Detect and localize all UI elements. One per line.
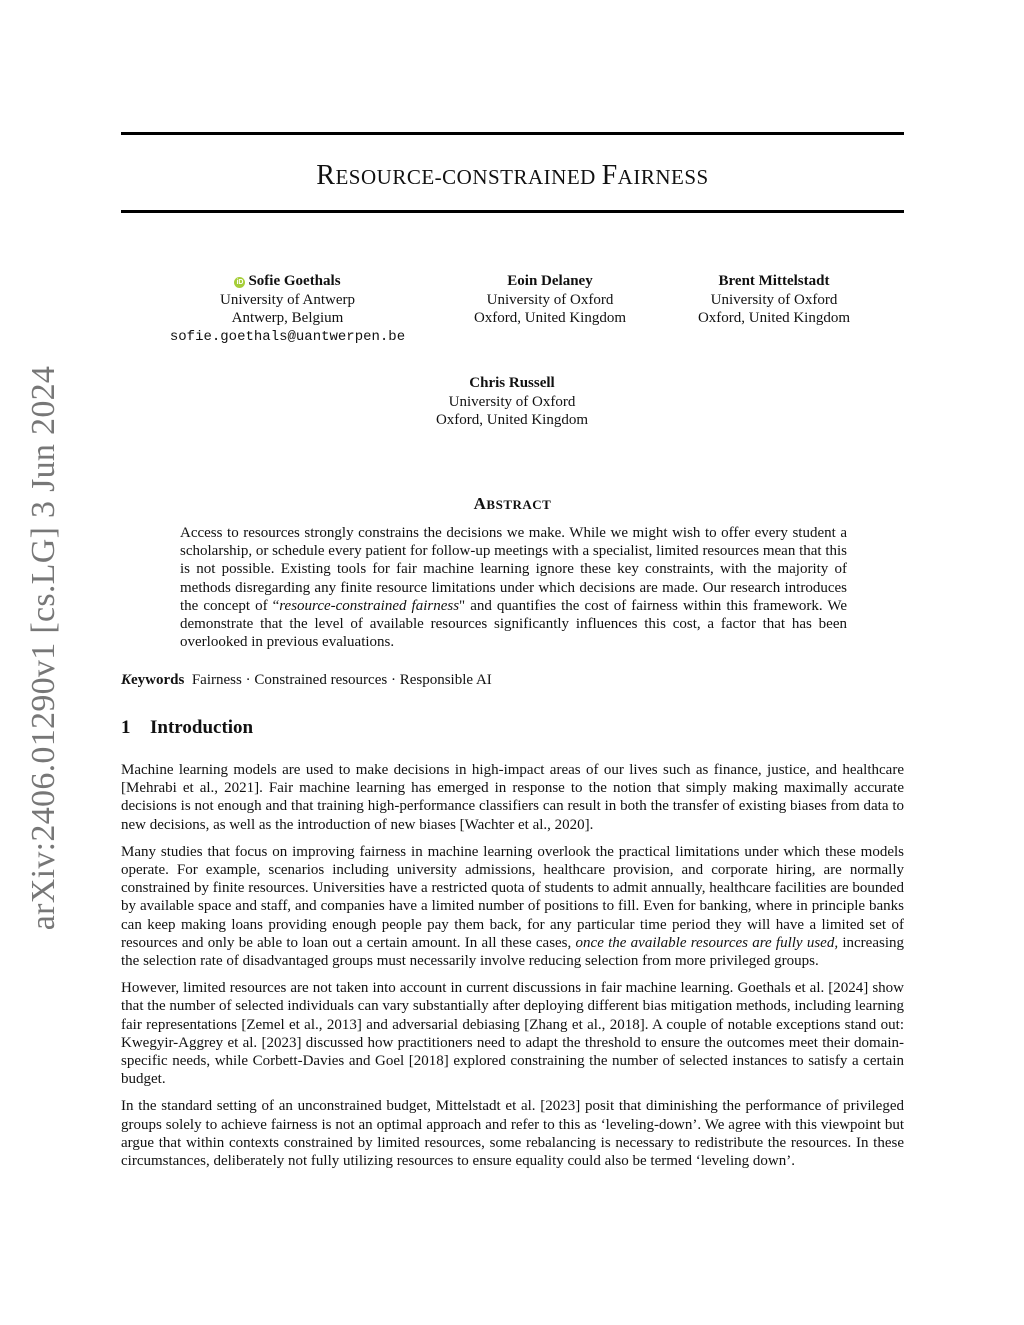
title-rule-bottom <box>121 210 904 213</box>
author-name: Eoin Delaney <box>507 273 593 289</box>
author-location: Oxford, United Kingdom <box>473 310 627 326</box>
author-block <box>664 272 884 328</box>
keywords-line <box>121 672 904 689</box>
section-heading-introduction: 1 Introduction <box>121 717 254 738</box>
keywords-label: Keywords <box>121 672 185 688</box>
author-block <box>440 272 660 328</box>
author-block <box>150 272 425 346</box>
abstract-heading: ABSTRACT <box>473 494 552 513</box>
introduction-body <box>121 761 904 1179</box>
author-affiliation: University of Antwerp <box>220 291 355 308</box>
paragraph: Machine learning models are used to make decisions in high-impact areas of our lives such as finance, justice, and healthcare [Mehrabi et al., 2021]. Fair machine learning has emerged in response to the notion that simply making maximally accurate decisions is not enough and that training high-performance classifiers can result in both the transfer of existing biases from data to new decisions, as well as the introduction of new biases [Wachter et al., 2020]. <box>121 762 904 833</box>
author-affiliation: University of Oxford <box>448 393 576 410</box>
author-name: Chris Russell <box>469 375 555 391</box>
paragraph: In the standard setting of an unconstrained budget, Mittelstadt et al. [2023] posit that diminishing the performance of privileged groups solely to achieve fairness is not an optimal approach and refer to this as ‘leveling-down’. We agree with this viewpoint but argue that within contexts constrained by limited resources, some rebalancing is necessary to redistribute the resources. In these circumstances, deliberately not fully utilizing resources to ensure equality could also be termed ‘leveling down’. <box>121 1098 904 1170</box>
paper-title: RESOURCE-CONSTRAINED FAIRNESS <box>316 160 709 191</box>
abstract-text: Access to resources strongly constrains the decisions we make. While we might wish to offer every student a scholarship, or schedule every patient for follow-up meetings with a specialist, limited resources mean that this is not possible. Existing tools for fair machine learning ignore these key constraints, with the majority of methods disregarding any finite resource limitations under which decisions are made. Our research introduces the concept of “resource-constrained fairness" and quantifies the cost of fairness within this framework. We demonstrate that the level of available resources significantly influences this cost, a factor that has been overlooked in previous evaluations. <box>180 525 847 651</box>
author-location: Oxford, United Kingdom <box>697 310 851 326</box>
author-name: iD Sofie Goethals <box>236 273 341 289</box>
author-affiliation: University of Oxford <box>710 291 838 308</box>
keywords-values: Fairness · Constrained resources · Responsible AI <box>191 672 492 688</box>
author-email[interactable]: sofie.goethals@uantwerpen.be <box>169 328 406 345</box>
title-rule-top <box>121 132 904 135</box>
arxiv-stamp: arXiv:2406.01290v1 [cs.LG] 3 Jun 2024 <box>25 365 62 931</box>
author-location: Antwerp, Belgium <box>231 310 344 326</box>
orcid-icon[interactable]: iD <box>236 279 244 286</box>
author-affiliation: University of Oxford <box>486 291 614 308</box>
paragraph: Many studies that focus on improving fairness in machine learning overlook the practical limitations under which these models operate. For example, scenarios including university admissions, healthcare provision, and corporate hiring, are normally constrained by finite resources. Universities have a restricted quota of students to admit annually, healthcare facilities are bounded by available space and staff, and companies have a limited number of positions to fill. Even for banking, where in principle banks can keep making loans providing enough people pay them back, for any particular time period they will have a limited set of resources and only be able to loan out a certain amount. In all these cases, once the available resources are fully used, increasing the selection rate of disadvantaged groups must necessarily involve reducing selection from more privileged groups. <box>121 843 904 970</box>
author-name: Brent Mittelstadt <box>718 273 830 289</box>
author-location: Oxford, United Kingdom <box>435 412 589 428</box>
paragraph: However, limited resources are not taken into account in current discussions in fair machine learning. Goethals et al. [2024] show that the number of selected individuals can vary substantially after deploying different bias mitigation methods, including learning fair representations [Zemel et al., 2013] and adversarial debiasing [Zhang et al., 2018]. A couple of notable exceptions stand out: Kwegyir-Aggrey et al. [2023] discussed how practitioners need to adapt the threshold to ensure the outcomes meet their domain-specific needs, while Corbett-Davies and Goel [2018] explored constraining the number of selected instances to satisfy a certain budget. <box>121 980 904 1088</box>
author-block <box>402 374 622 430</box>
